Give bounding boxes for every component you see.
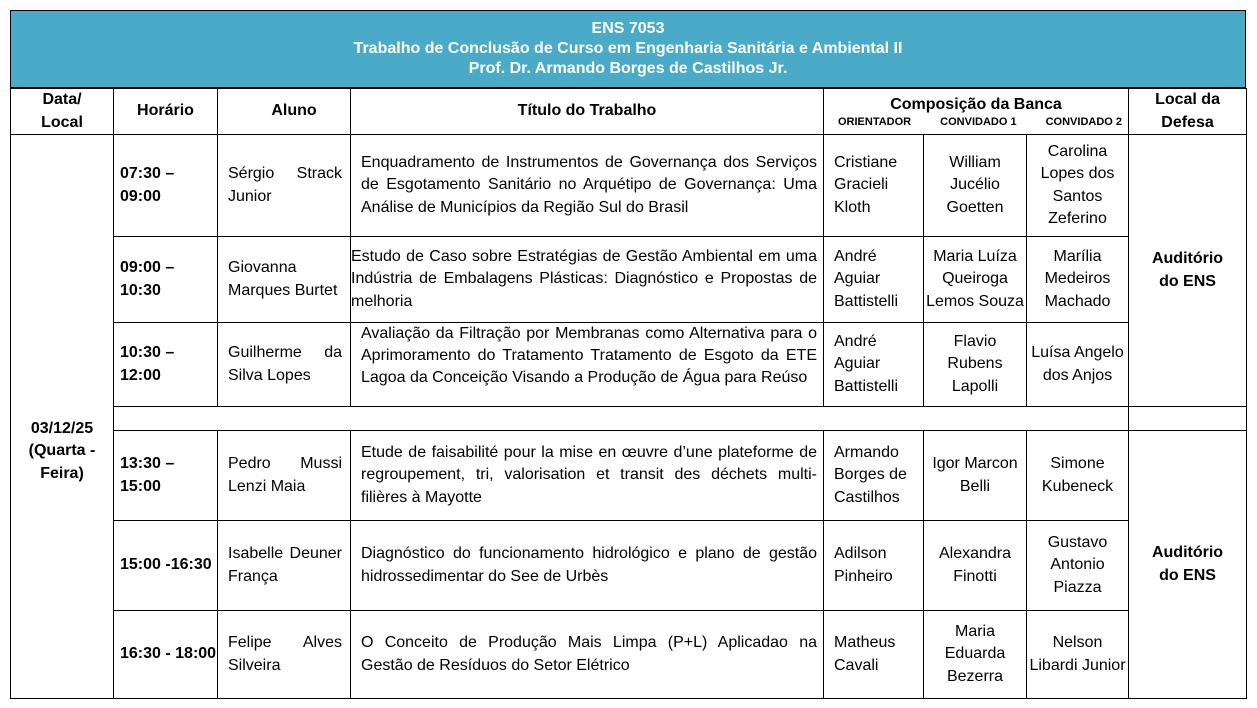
- course-name: Trabalho de Conclusão de Curso em Engenharia Sanitária e Ambiental II: [353, 40, 903, 57]
- advisor-name: André Aguiar Battistelli: [824, 237, 924, 323]
- guest2-name: Carolina Lopes dos Santos Zeferino: [1027, 135, 1129, 237]
- venue-morning: Auditório do ENS: [1129, 135, 1247, 407]
- guest1-name: William Jucélio Goetten: [924, 135, 1027, 237]
- guest1-name: Flavio Rubens Lapolli: [924, 323, 1027, 407]
- advisor-name: Cristiane Gracieli Kloth: [824, 135, 924, 237]
- guest1-name: Maria Luíza Queiroga Lemos Souza: [924, 237, 1027, 323]
- header-student: Aluno: [218, 89, 351, 135]
- header-advisor: ORIENTADOR: [838, 116, 912, 129]
- professor-name: Prof. Dr. Armando Borges de Castilhos Jr.: [468, 60, 788, 77]
- header-title: Título do Trabalho: [351, 89, 824, 135]
- header-row: [11, 89, 1247, 135]
- guest1-name: Igor Marcon Belli: [924, 431, 1027, 521]
- table-row: [11, 611, 1247, 699]
- header-committee: [824, 89, 1129, 135]
- advisor-name: Armando Borges de Castilhos: [824, 431, 924, 521]
- guest2-name: Simone Kubeneck: [1027, 431, 1129, 521]
- slot-time: 09:00 – 10:30: [114, 237, 218, 323]
- break-venue-cell: [1129, 407, 1247, 431]
- schedule-table: [10, 88, 1247, 699]
- guest2-name: Luísa Angelo dos Anjos: [1027, 323, 1129, 407]
- guest2-name: Gustavo Antonio Piazza: [1027, 521, 1129, 611]
- thesis-title: Estudo de Caso sobre Estratégias de Gestão Ambiental em uma Indústria de Embalagens Plásticas: Diagnóstico e Propostas de melhoria: [351, 237, 824, 323]
- thesis-title: Enquadramento de Instrumentos de Governança dos Serviços de Esgotamento Sanitário no Arquétipo de Governança: Uma Análise de Municípios da Região Sul do Brasil: [351, 135, 824, 237]
- guest1-name: Alexandra Finotti: [924, 521, 1027, 611]
- committee-label: Composição da Banca: [890, 95, 1062, 113]
- student-name: Isabelle Deuner França: [218, 521, 351, 611]
- header-guest1: CONVIDADO 1: [940, 116, 1017, 129]
- guest2-name: Nelson Libardi Junior: [1027, 611, 1129, 699]
- table-row: [11, 521, 1247, 611]
- advisor-name: André Aguiar Battistelli: [824, 323, 924, 407]
- slot-time: 16:30 - 18:00: [114, 611, 218, 699]
- break-cell: [114, 407, 1129, 431]
- slot-time: 15:00 -16:30: [114, 521, 218, 611]
- committee-subheaders: [824, 116, 1128, 129]
- thesis-title: Diagnóstico do funcionamento hidrológico e plano de gestão hidrossedimentar do See de Urbès: [351, 521, 824, 611]
- slot-time: 07:30 – 09:00: [114, 135, 218, 237]
- table-row: [11, 237, 1247, 323]
- advisor-name: Adilson Pinheiro: [824, 521, 924, 611]
- course-code: ENS 7053: [591, 20, 665, 37]
- table-row: [11, 323, 1247, 407]
- thesis-title: Avaliação da Filtração por Membranas como Alternativa para o Aprimoramento do Tratamento Tratamento de Esgoto da ETE Lagoa da Conceição Visando a Produção de Água para Reúso: [351, 323, 824, 407]
- thesis-title: Etude de faisabilité pour la mise en œuvre d’une plateforme de regroupement, tri, valorisation et transit des déchets multi-filières à Mayotte: [351, 431, 824, 521]
- student-name: Sérgio Strack Junior: [218, 135, 351, 237]
- header-date-local: Data/ Local: [11, 89, 114, 135]
- table-row: [11, 431, 1247, 521]
- guest1-name: Maria Eduarda Bezerra: [924, 611, 1027, 699]
- guest2-name: Marília Medeiros Machado: [1027, 237, 1129, 323]
- advisor-name: Matheus Cavali: [824, 611, 924, 699]
- thesis-title: O Conceito de Produção Mais Limpa (P+L) Aplicadao na Gestão de Resíduos do Setor Elétrico: [351, 611, 824, 699]
- venue-afternoon: Auditório do ENS: [1129, 431, 1247, 699]
- student-name: Giovanna Marques Burtet: [218, 237, 351, 323]
- student-name: Pedro Mussi Lenzi Maia: [218, 431, 351, 521]
- break-row: [11, 407, 1247, 431]
- student-name: Felipe Alves Silveira: [218, 611, 351, 699]
- slot-time: 13:30 – 15:00: [114, 431, 218, 521]
- header-guest2: CONVIDADO 2: [1045, 116, 1123, 129]
- student-name: Guilherme da Silva Lopes: [218, 323, 351, 407]
- course-header: [10, 10, 1246, 88]
- header-time: Horário: [114, 89, 218, 135]
- slot-time: 10:30 – 12:00: [114, 323, 218, 407]
- table-row: [11, 135, 1247, 237]
- header-venue: Local da Defesa: [1129, 89, 1247, 135]
- session-date: 03/12/25 (Quarta - Feira): [11, 135, 114, 699]
